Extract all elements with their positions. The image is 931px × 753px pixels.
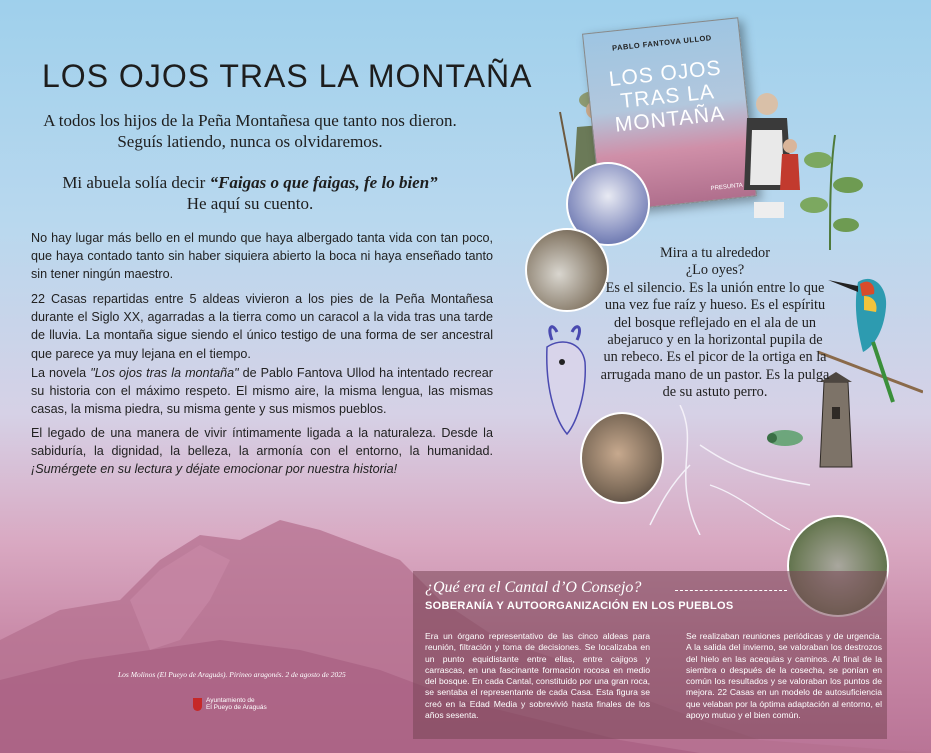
dedication-line-1: A todos los hijos de la Peña Montañesa que tanto nos dieron. bbox=[43, 111, 457, 130]
poem bbox=[600, 245, 830, 402]
cicada-insect-illustration bbox=[760, 418, 810, 458]
logo-text bbox=[206, 697, 267, 711]
poem-line-2: ¿Lo oyes? bbox=[685, 262, 745, 279]
quote-line-2: He aquí su cuento. bbox=[186, 194, 314, 213]
shield-icon bbox=[193, 698, 202, 711]
grandmother-quote bbox=[20, 172, 480, 214]
dedication bbox=[20, 110, 480, 152]
dashed-divider bbox=[675, 590, 787, 591]
quote-line bbox=[20, 172, 480, 193]
paragraph-1: No hay lugar más bello en el mundo que haya albergado tanta vida con tan poco, que haya contado tanto sin haber siquiera abierto la boca ni haya enseñado tanto sin tener ningún maestro. bbox=[31, 231, 493, 282]
book-publisher: PRESUNTA bbox=[710, 182, 744, 193]
town-hall-logo bbox=[193, 697, 267, 711]
p3-prefix: La novela bbox=[31, 366, 91, 380]
logo-line-2: El Pueyo de Araguás bbox=[206, 704, 267, 711]
book-title: LOS OJOS TRAS LA MONTAÑA bbox=[607, 56, 727, 137]
page-title: LOS OJOS TRAS LA MONTAÑA bbox=[42, 58, 533, 94]
child-with-lamb-photo bbox=[525, 228, 609, 312]
paragraph-3 bbox=[31, 364, 493, 419]
nettle-plant-illustration bbox=[790, 130, 870, 250]
novel-title: "Los ojos tras la montaña" bbox=[90, 366, 239, 380]
info-box-title: ¿Qué era el Cantal d’O Consejo? bbox=[425, 579, 642, 596]
poem-line-1: Mira a tu alrededor bbox=[660, 245, 770, 261]
dedication-line-2: Seguís latiendo, nunca os olvidaremos. bbox=[117, 132, 383, 151]
p4-text: El legado de una manera de vivir íntimamente ligada a la naturaleza. Desde la sabiduría, la dignidad, la belleza, la armonía con el entorno, la humanidad. bbox=[31, 426, 493, 459]
p3-rest: de Pablo Fantova Ullod ha intentado recrear su historia con el máximo respeto. El mismo aire, la misma lengua, las mismas casas, la misma piedra, su misma gente y sus mismos pueblos. bbox=[31, 366, 493, 417]
info-column-2: Se realizaban reuniones periódicas y de urgencia. A la salida del invierno, se valoraban los destrozos del hielo en las acequias y caminos. Al final de la siembra o después de la cosecha, se ponían en común los resultados y se valoraban los puntos de mejora. 22 Casas en un modelo de autosuficiencia que velaban por la óptima adaptación al entorno, el apoyo mutuo y el bien común. bbox=[686, 631, 882, 721]
quote-text: “Faigas o que faigas, fe lo bien” bbox=[209, 173, 438, 192]
paragraph-4 bbox=[31, 424, 493, 479]
book-author: PABLO FANTOVA ULLOD bbox=[611, 33, 713, 53]
poem-body: Es el silencio. Es la unión entre lo que una vez fue raíz y hueso. Es el espíritu del bosque reflejado en el ala de un abejaruco y en la horizontal pupila de un rebeco. Es el picor de la ortiga en la arrugada mano de un pastor. Es la pulga de su astuto perro. bbox=[600, 279, 830, 401]
quote-prefix: Mi abuela solía decir bbox=[62, 173, 210, 192]
info-column-1: Era un órgano representativo de las cinco aldeas para reunión, filtración y toma de decisiones. Se localizaba en un punto equidistante entre ellas, entre cajigos y carrascas, en una fascinante formación rocosa en medio del bosque. En cada Cantal, constituido por una gran roca, se sentaba el representante de cada Casa. Esta figura se creó en la Edad Media y sobrevivió hasta finales de los años sesenta. bbox=[425, 631, 650, 721]
logo-line-1: Ayuntamiento de bbox=[206, 697, 255, 704]
photo-caption: Los Molinos (El Pueyo de Araguás). Pirineo aragonés. 2 de agosto de 2025 bbox=[118, 670, 346, 679]
paragraph-2: 22 Casas repartidas entre 5 aldeas vivieron a los pies de la Peña Montañesa durante el Siglo XX, agarradas a la tierra como un caracol a la vida tras una tarde de lluvia. La montaña sigue siendo el único testigo de una forma de ser ancestral que parece ya muy lejana en el tiempo. bbox=[31, 292, 493, 361]
chamois-illustration bbox=[527, 322, 607, 437]
info-box-subtitle: SOBERANÍA Y AUTOORGANIZACIÓN EN LOS PUEBLOS bbox=[425, 600, 734, 612]
p4-call-to-action: ¡Sumérgete en su lectura y déjate emocionar por nuestra historia! bbox=[31, 462, 398, 477]
